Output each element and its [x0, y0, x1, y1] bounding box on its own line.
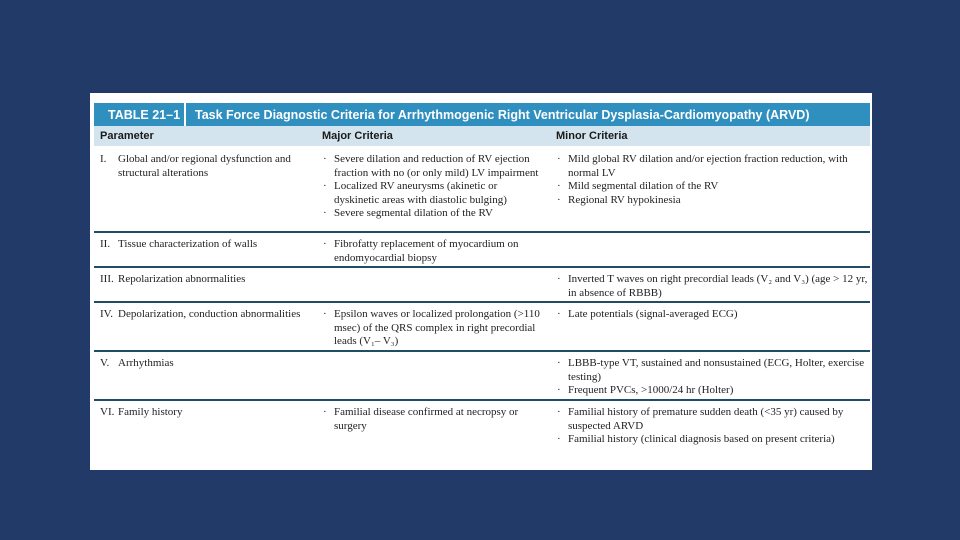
table-row — [94, 401, 870, 470]
minor-criterion-item: · Familial history (clinical diagnosis based on present criteria) — [556, 433, 868, 447]
minor-criterion-item: · Frequent PVCs, >1000/24 hr (Holter) — [556, 384, 868, 398]
minor-criteria-cell — [556, 308, 868, 322]
criteria-table — [90, 93, 872, 470]
parameter-number: I. — [100, 153, 107, 165]
parameter-number: II. — [100, 238, 111, 250]
table-row — [94, 233, 870, 268]
minor-criterion-item: · Regional RV hypokinesia — [556, 194, 868, 208]
table-title-bar — [94, 103, 870, 126]
table-row — [94, 303, 870, 352]
parameter-cell — [100, 308, 320, 322]
parameter-cell — [100, 153, 320, 180]
major-criterion-item: · Fibrofatty replacement of myocardium on endomyocardial biopsy — [322, 238, 542, 265]
parameter-number: III. — [100, 273, 114, 285]
parameter-cell — [100, 273, 320, 287]
header-parameter: Parameter — [100, 130, 154, 142]
column-header-row — [94, 126, 870, 146]
major-criteria-cell — [322, 153, 542, 221]
parameter-label: Depolarization, conduction abnormalities — [118, 308, 301, 320]
parameter-label: Tissue characterization of walls — [118, 238, 258, 250]
major-criteria-cell — [322, 308, 542, 349]
parameter-number: V. — [100, 357, 110, 369]
major-criterion-item: · Epsilon waves or localized prolongation (>110 msec) of the QRS complex in right precordial leads (V₁– V₃) — [322, 308, 542, 349]
table-row — [94, 148, 870, 233]
table-title: Task Force Diagnostic Criteria for Arrhythmogenic Right Ventricular Dysplasia-Cardiomyopathy (ARVD) — [195, 107, 810, 122]
parameter-label: Family history — [118, 406, 183, 418]
parameter-label: Repolarization abnormalities — [118, 273, 246, 285]
major-criterion-item: · Severe segmental dilation of the RV — [322, 207, 542, 221]
minor-criterion-item: · Mild segmental dilation of the RV — [556, 180, 868, 194]
major-criteria-cell — [322, 406, 542, 433]
table-label: TABLE 21–1 — [108, 107, 181, 122]
minor-criterion-item: · Familial history of premature sudden death (<35 yr) caused by suspected ARVD — [556, 406, 868, 433]
major-criterion-item: · Localized RV aneurysms (akinetic or dyskinetic areas with diastolic bulging) — [322, 180, 542, 207]
major-criteria-cell — [322, 238, 542, 265]
minor-criterion-item: · LBBB-type VT, sustained and nonsustained (ECG, Holter, exercise testing) — [556, 357, 868, 384]
minor-criterion-item: · Inverted T waves on right precordial leads (V₂ and V₃) (age > 12 yr, in absence of RBBB) — [556, 273, 868, 300]
parameter-label: Arrhythmias — [118, 357, 174, 369]
minor-criterion-item: · Late potentials (signal-averaged ECG) — [556, 308, 868, 322]
header-minor: Minor Criteria — [556, 130, 628, 142]
parameter-cell — [100, 238, 320, 252]
major-criterion-item: · Severe dilation and reduction of RV ejection fraction with no (or only mild) LV impairment — [322, 153, 542, 180]
minor-criteria-cell — [556, 357, 868, 398]
parameter-number: IV. — [100, 308, 113, 320]
parameter-cell — [100, 406, 320, 420]
header-major: Major Criteria — [322, 130, 393, 142]
major-criterion-item: · Familial disease confirmed at necropsy or surgery — [322, 406, 542, 433]
table-row — [94, 268, 870, 303]
parameter-cell — [100, 357, 320, 371]
minor-criteria-cell — [556, 153, 868, 207]
minor-criteria-cell — [556, 406, 868, 447]
minor-criterion-item: · Mild global RV dilation and/or ejection fraction reduction, with normal LV — [556, 153, 868, 180]
minor-criteria-cell — [556, 273, 868, 300]
parameter-number: VI. — [100, 406, 115, 418]
table-row — [94, 352, 870, 401]
parameter-label: Global and/or regional dysfunction and structural alterations — [118, 153, 291, 179]
